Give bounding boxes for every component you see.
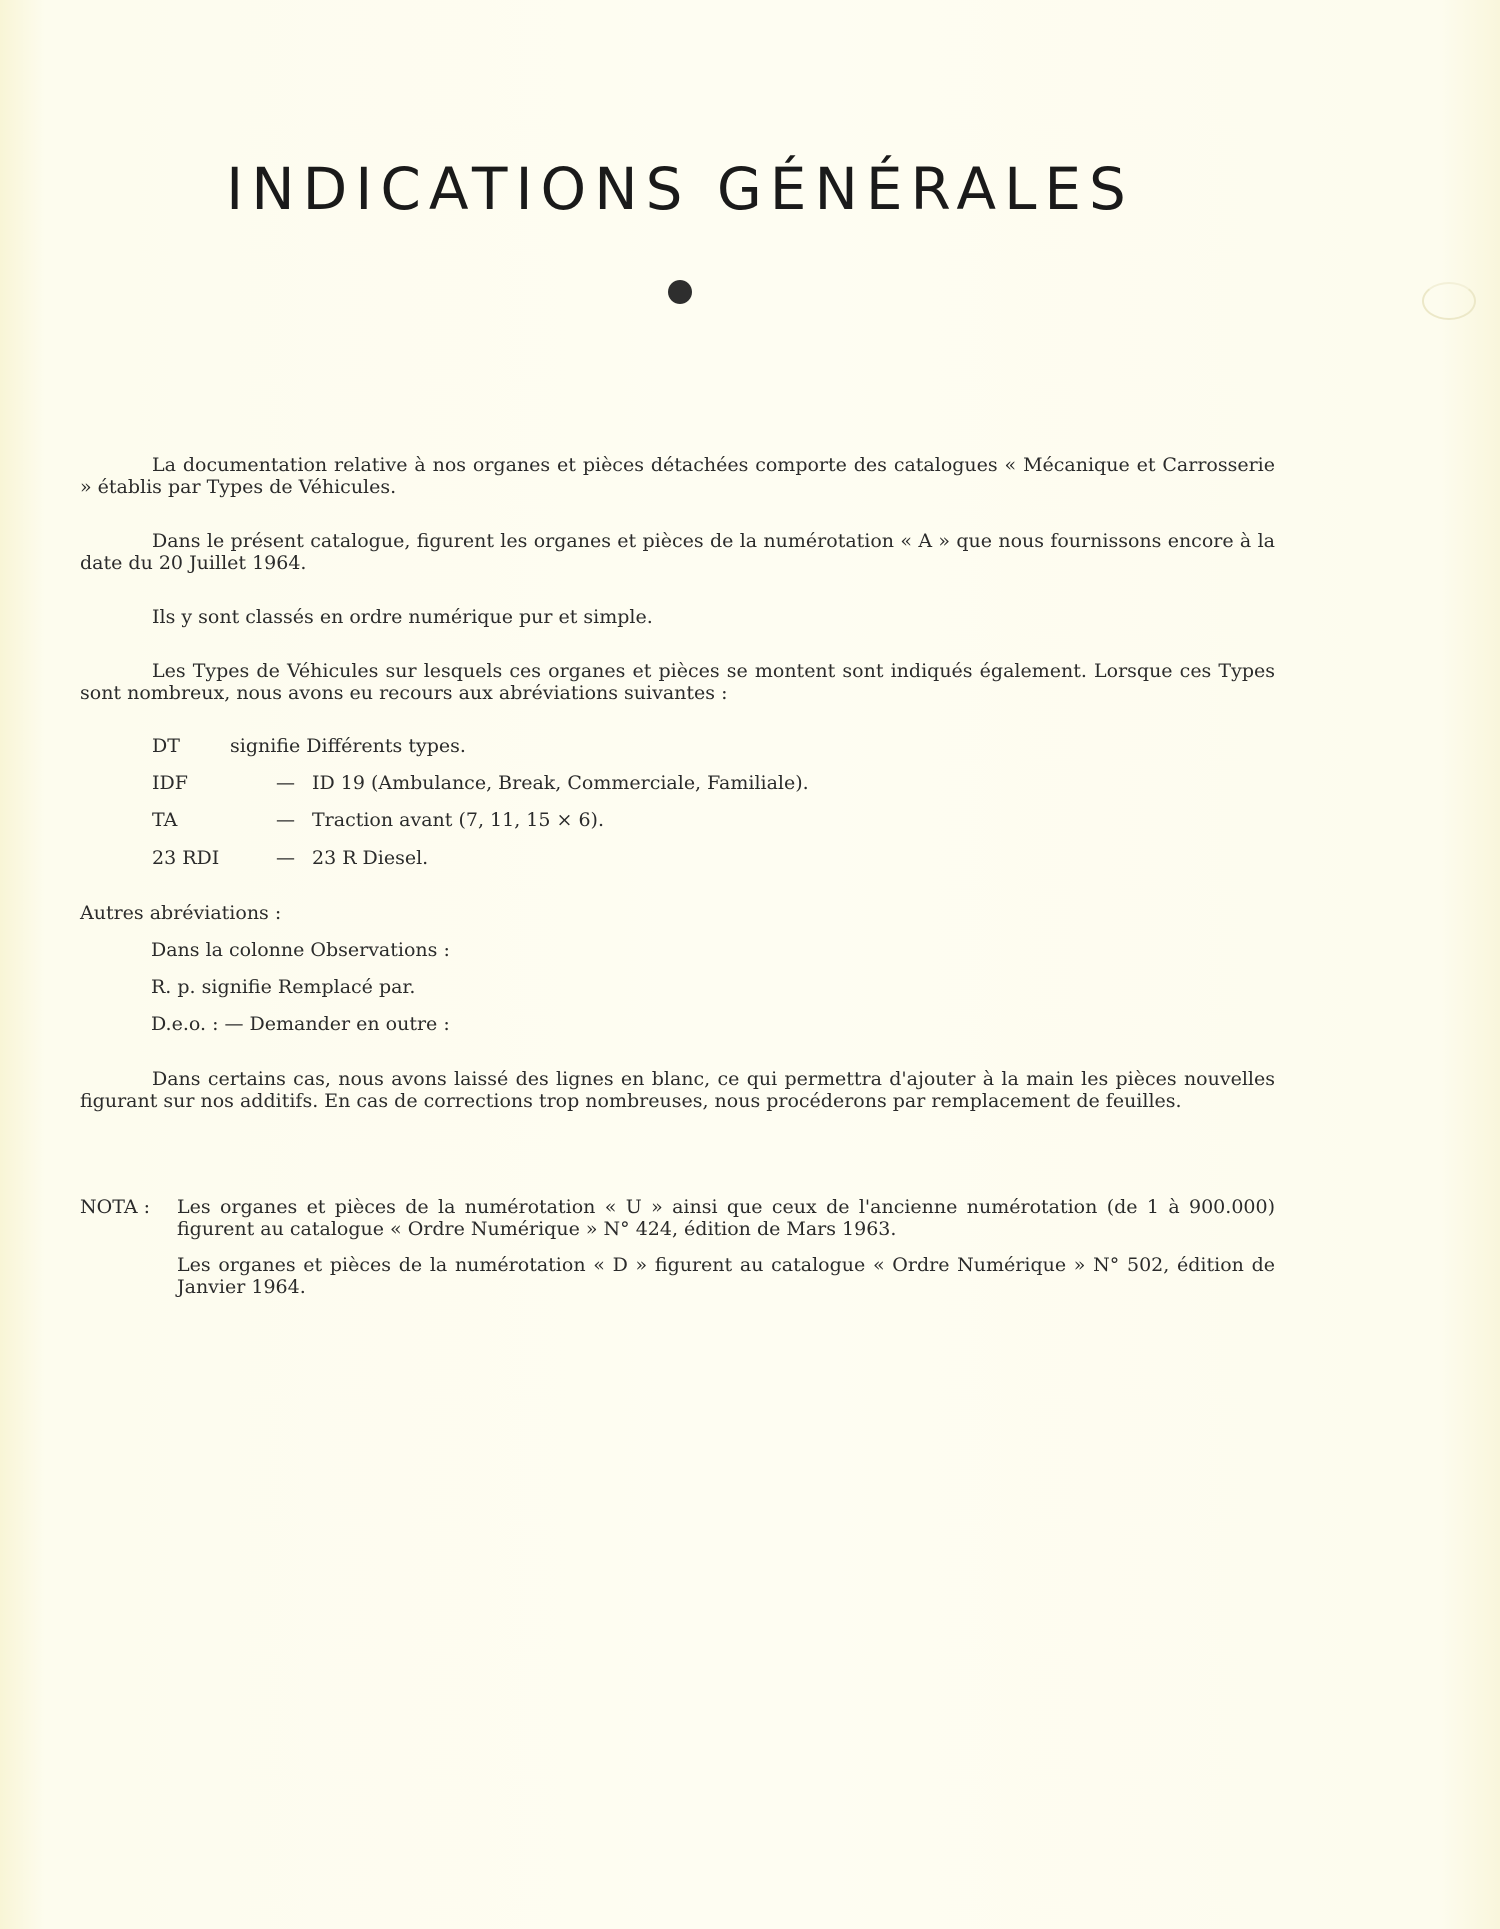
catalogue-scope-paragraph: Dans le présent catalogue, figurent les organes et pièces de la numérotation « A » que nous fournissons encore à la date du 20 Juillet 1964. (80, 530, 1275, 574)
abbreviation-separator: signifie (230, 735, 301, 757)
abbreviation-meaning: 23 R Diesel. (312, 847, 429, 869)
blank-lines-paragraph: Dans certains cas, nous avons laissé des lignes en blanc, ce qui permettra d'ajouter à la main les pièces nouvelles figurant sur nos additifs. En cas de corrections trop nombreuses, nous procéderons par remplacement de feuilles. (80, 1068, 1275, 1112)
abbreviation-code: TA (152, 809, 178, 831)
abbreviation-row (152, 735, 466, 757)
nota-paragraph-u: Les organes et pièces de la numérotation « U » ainsi que ceux de l'ancienne numérotation (de 1 à 900.000) figurent au catalogue « Ordre Numérique » N° 424, édition de Mars 1963. (177, 1196, 1275, 1240)
bullet-dot (668, 280, 692, 304)
abbreviation-code: IDF (152, 772, 188, 794)
observations-column-note: Dans la colonne Observations : (151, 939, 450, 961)
abbreviation-row (152, 809, 604, 831)
deo-abbreviation: D.e.o. : — Demander en outre : (151, 1013, 450, 1035)
abbreviation-separator: — (276, 772, 295, 794)
other-abbreviations-heading: Autres abréviations : (80, 902, 282, 924)
nota-paragraph-d: Les organes et pièces de la numérotation « D » figurent au catalogue « Ordre Numérique » N° 502, édition de Janvier 1964. (177, 1254, 1275, 1298)
abbreviation-meaning: Différents types. (306, 735, 466, 757)
abbreviation-separator: — (276, 809, 295, 831)
abbreviation-row (152, 847, 428, 869)
abbreviation-row (152, 772, 809, 794)
page-title: INDICATIONS GÉNÉRALES (226, 155, 1134, 223)
nota-label: NOTA : (80, 1196, 150, 1218)
abbreviation-separator: — (276, 847, 295, 869)
abbreviation-meaning: Traction avant (7, 11, 15 × 6). (312, 809, 605, 831)
vehicle-types-paragraph: Les Types de Véhicules sur lesquels ces organes et pièces se montent sont indiqués également. Lorsque ces Types sont nombreux, nous avons eu recours aux abréviations suivantes : (80, 660, 1275, 704)
ordering-paragraph: Ils y sont classés en ordre numérique pur et simple. (152, 606, 653, 628)
rp-abbreviation: R. p. signifie Remplacé par. (151, 976, 416, 998)
abbreviation-code: 23 RDI (152, 847, 220, 869)
intro-paragraph: La documentation relative à nos organes et pièces détachées comporte des catalogues « Mécanique et Carrosserie » établis par Types de Véhicules. (80, 454, 1275, 498)
punch-hole-mark (1422, 282, 1476, 320)
abbreviation-meaning: ID 19 (Ambulance, Break, Commerciale, Familiale). (312, 772, 809, 794)
abbreviation-code: DT (152, 735, 180, 757)
